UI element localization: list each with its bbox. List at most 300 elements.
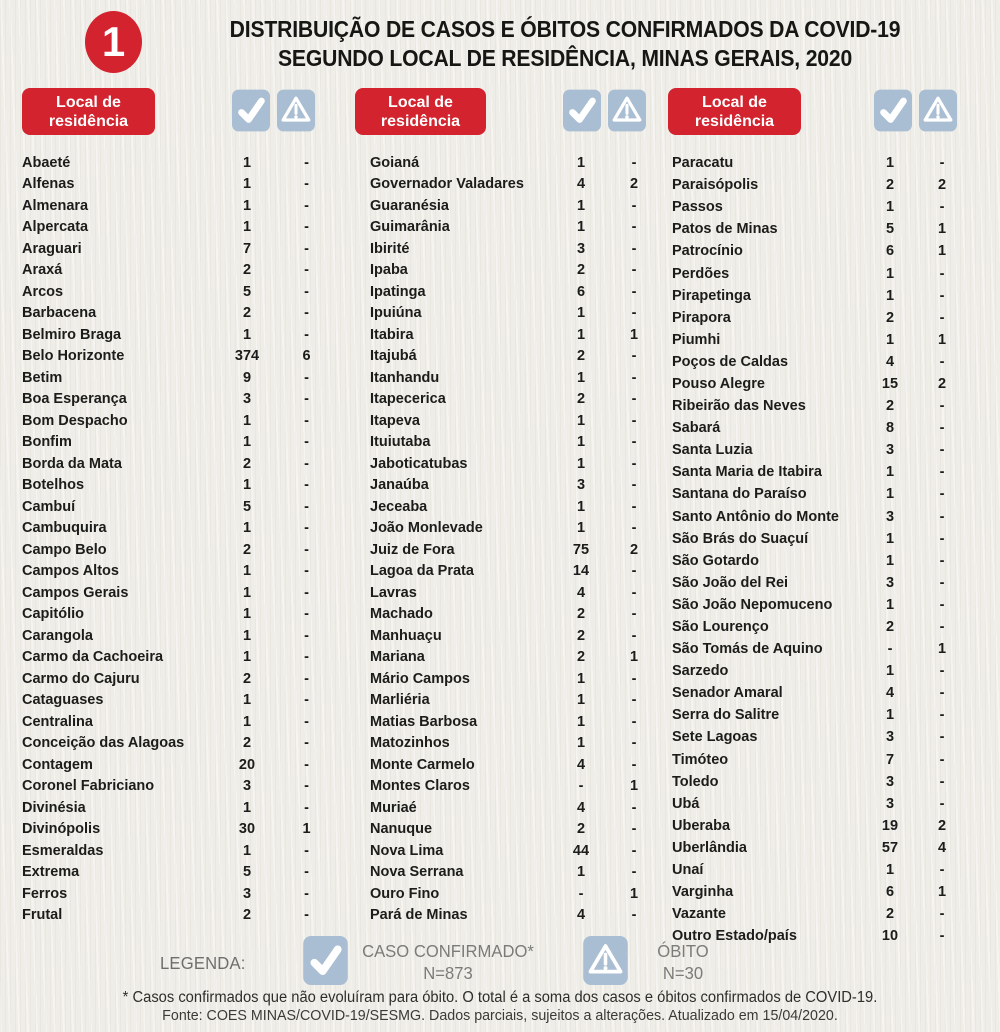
deaths-value: -	[304, 219, 309, 236]
deaths-value: -	[304, 262, 309, 279]
table-row	[672, 329, 962, 351]
city-name: Nova Lima	[370, 842, 444, 859]
deaths-value: 4	[937, 839, 947, 856]
table-row	[22, 668, 334, 690]
deaths-value: -	[304, 670, 309, 687]
deaths-value: -	[939, 265, 945, 282]
city-name: Poços de Caldas	[672, 353, 789, 370]
table-row	[370, 432, 656, 454]
cases-value: 2	[576, 606, 586, 623]
table-row	[672, 439, 962, 461]
deaths-value: -	[939, 155, 945, 172]
table-row	[672, 351, 962, 373]
table-row	[22, 324, 334, 346]
table-row	[22, 367, 334, 389]
deaths-value: -	[631, 369, 637, 386]
deaths-value: -	[304, 735, 309, 752]
cases-value: 2	[242, 305, 252, 322]
cases-value: 75	[572, 541, 590, 558]
table-row	[370, 496, 656, 518]
table-row	[672, 793, 962, 815]
cases-value: 1	[885, 530, 895, 547]
deaths-value: -	[304, 391, 309, 408]
city-name: Machado	[370, 606, 433, 623]
city-name: Abaeté	[22, 154, 71, 171]
table-row	[22, 776, 334, 798]
table-row	[370, 453, 656, 475]
legend-death-label: ÓBITO	[657, 941, 709, 961]
city-name: Capitólio	[22, 606, 85, 623]
death-warning-icon	[277, 89, 315, 132]
cases-value: 1	[885, 155, 895, 172]
cases-value: 7	[885, 751, 895, 768]
table-row	[672, 704, 962, 726]
cases-value: 6	[576, 283, 586, 300]
table-row	[22, 496, 334, 518]
table-row	[672, 837, 962, 859]
city-name: Cambuquira	[22, 520, 107, 537]
deaths-value: -	[304, 885, 309, 902]
city-name: Itabira	[370, 326, 414, 343]
cases-value: 2	[242, 735, 252, 752]
deaths-value: -	[939, 663, 945, 680]
cases-value: 1	[242, 627, 252, 644]
city-name: Ferros	[22, 885, 68, 902]
city-name: Serra do Salitre	[672, 707, 780, 724]
table-row	[672, 682, 962, 704]
deaths-value: 2	[937, 177, 947, 194]
deaths-value: 1	[629, 649, 639, 666]
table-row	[370, 539, 656, 561]
cases-value: 2	[242, 455, 252, 472]
page-number-badge	[85, 11, 142, 73]
cases-value: 1	[885, 464, 895, 481]
city-name: Pirapetinga	[672, 287, 751, 304]
cases-value: -	[578, 778, 584, 795]
city-name: Itapecerica	[370, 391, 446, 408]
table-row	[370, 668, 656, 690]
city-name: Lagoa da Prata	[370, 563, 474, 580]
city-name: Cataguases	[22, 692, 104, 709]
city-name: Passos	[672, 199, 723, 216]
cases-value: 1	[242, 584, 252, 601]
cases-value: 5	[242, 283, 252, 300]
cases-value: 7	[242, 240, 252, 257]
city-name: Boa Esperança	[22, 391, 127, 408]
cases-value: 1	[576, 735, 586, 752]
cases-value: 1	[576, 713, 586, 730]
header-label-line2: residência	[380, 112, 461, 130]
table-row	[370, 281, 656, 303]
table-row	[22, 410, 334, 432]
cases-value: 5	[885, 221, 895, 238]
city-name: Mariana	[370, 649, 425, 666]
city-name: Paracatu	[672, 155, 734, 172]
city-name: Coronel Fabriciano	[22, 778, 155, 795]
cases-value: 1	[885, 331, 895, 348]
cases-value: 1	[576, 498, 586, 515]
cases-value: 2	[576, 627, 586, 644]
table-row	[22, 797, 334, 819]
deaths-value: 1	[302, 821, 311, 838]
cases-value: 3	[242, 778, 252, 795]
deaths-value: -	[939, 928, 945, 945]
deaths-value: -	[304, 154, 309, 171]
page-number: 1	[101, 18, 126, 65]
deaths-value: -	[304, 756, 309, 773]
table-row	[22, 152, 334, 174]
city-name: Pirapora	[672, 309, 731, 326]
cases-value: 2	[885, 906, 895, 923]
city-name: Betim	[22, 369, 63, 386]
deaths-value: -	[939, 442, 945, 459]
city-name: São Lourenço	[672, 619, 769, 636]
cases-value: 10	[881, 928, 899, 945]
city-name: Esmeraldas	[22, 842, 104, 859]
table-row	[370, 582, 656, 604]
deaths-value: -	[631, 627, 637, 644]
title-line-1: DISTRIBUIÇÃO DE CASOS E ÓBITOS CONFIRMADOS DA COVID-19	[229, 16, 901, 42]
deaths-value: -	[304, 907, 309, 924]
table-row	[22, 539, 334, 561]
city-name: Marliéria	[370, 692, 430, 709]
deaths-value: 2	[937, 817, 947, 834]
cases-value: 1	[242, 197, 252, 214]
deaths-value: -	[631, 455, 637, 472]
deaths-value: -	[631, 563, 637, 580]
city-name: Carmo da Cachoeira	[22, 649, 164, 666]
table-row	[370, 152, 656, 174]
cases-value: 30	[238, 821, 256, 838]
cases-value: 4	[576, 176, 586, 193]
city-name: Matozinhos	[370, 735, 450, 752]
deaths-value: -	[939, 707, 945, 724]
city-name: Ipatinga	[370, 283, 426, 300]
cases-value: 5	[242, 498, 252, 515]
deaths-value: -	[631, 864, 637, 881]
city-name: Conceição das Alagoas	[22, 735, 185, 752]
table-row	[370, 883, 656, 905]
city-name: Jeceaba	[370, 498, 428, 515]
table-row	[22, 819, 334, 841]
table-row	[370, 797, 656, 819]
city-name: Santo Antônio do Monte	[672, 508, 839, 525]
city-name: Carmo do Cajuru	[22, 670, 140, 687]
deaths-value: -	[939, 508, 945, 525]
cases-value: 2	[242, 541, 252, 558]
city-name: Nanuque	[370, 821, 433, 838]
cases-value: 1	[885, 199, 895, 216]
cases-value: 9	[242, 369, 252, 386]
city-name: Ipuiúna	[370, 305, 422, 322]
table-row	[370, 840, 656, 862]
table-row	[370, 346, 656, 368]
cases-value: 57	[881, 839, 899, 856]
cases-value: -	[578, 885, 584, 902]
cases-value: 1	[576, 670, 586, 687]
deaths-value: -	[304, 498, 309, 515]
city-name: Carangola	[22, 627, 93, 644]
cases-value: 3	[242, 391, 252, 408]
table-row	[370, 561, 656, 583]
deaths-value: -	[631, 477, 637, 494]
city-name: Santa Maria de Itabira	[672, 464, 822, 481]
deaths-value: -	[631, 799, 637, 816]
confirmed-case-icon	[303, 936, 348, 985]
city-name: Alpercata	[22, 219, 89, 236]
cases-value: 1	[576, 520, 586, 537]
city-name: Piumhi	[672, 331, 721, 348]
city-table-column-3	[672, 152, 962, 947]
deaths-value: -	[939, 398, 945, 415]
cases-value: 6	[885, 243, 895, 260]
cases-value: 1	[576, 326, 586, 343]
city-name: Unaí	[672, 862, 704, 879]
city-name: Divinésia	[22, 799, 86, 816]
cases-value: 2	[242, 670, 252, 687]
cases-value: 2	[576, 821, 586, 838]
table-row	[672, 307, 962, 329]
confirmed-case-icon	[563, 89, 601, 132]
city-name: Bom Despacho	[22, 412, 128, 429]
city-name: Ubá	[672, 795, 700, 812]
cases-value: 1	[242, 176, 252, 193]
city-table-column-2	[370, 152, 656, 926]
deaths-value: -	[631, 584, 637, 601]
cases-value: 4	[576, 756, 586, 773]
cases-value: 1	[242, 520, 252, 537]
city-name: Patos de Minas	[672, 221, 778, 238]
deaths-value: -	[304, 563, 309, 580]
cases-value: 3	[885, 729, 895, 746]
table-row	[22, 840, 334, 862]
deaths-value: -	[304, 176, 309, 193]
deaths-value: -	[304, 412, 309, 429]
deaths-value: -	[939, 486, 945, 503]
table-row	[22, 303, 334, 325]
table-row	[370, 819, 656, 841]
city-name: Campos Gerais	[22, 584, 129, 601]
city-name: Itapeva	[370, 412, 420, 429]
deaths-value: -	[939, 619, 945, 636]
cases-value: 5	[242, 864, 252, 881]
city-name: Lavras	[370, 584, 417, 601]
city-name: Ribeirão das Neves	[672, 398, 806, 415]
table-row	[370, 711, 656, 733]
deaths-value: -	[631, 412, 637, 429]
table-row	[22, 475, 334, 497]
cases-value: 1	[242, 692, 252, 709]
city-name: São João del Rei	[672, 574, 789, 591]
legend-confirmed-total: N=873	[423, 963, 473, 983]
cases-value: 1	[242, 799, 252, 816]
city-name: Guimarânia	[370, 219, 450, 236]
table-row	[672, 859, 962, 881]
table-row	[672, 550, 962, 572]
cases-value: 1	[242, 477, 252, 494]
header-label-line1: Local de	[56, 93, 121, 111]
deaths-value: -	[939, 685, 945, 702]
table-row	[22, 518, 334, 540]
city-name: Ibirité	[370, 240, 410, 257]
city-name: Botelhos	[22, 477, 85, 494]
deaths-value: -	[304, 606, 309, 623]
cases-value: 4	[576, 799, 586, 816]
table-row	[370, 690, 656, 712]
cases-value: 1	[242, 434, 252, 451]
city-name: Nova Serrana	[370, 864, 464, 881]
cases-value: 3	[885, 773, 895, 790]
cases-value: 44	[572, 842, 590, 859]
deaths-value: -	[631, 520, 637, 537]
table-row	[22, 260, 334, 282]
table-row	[370, 389, 656, 411]
death-warning-icon	[919, 89, 957, 132]
table-row	[370, 776, 656, 798]
title-line-2: SEGUNDO LOCAL DE RESIDÊNCIA, MINAS GERAIS, 2020	[277, 45, 853, 71]
city-name: Divinópolis	[22, 821, 101, 838]
city-name: Outro Estado/país	[672, 928, 797, 945]
table-row	[22, 432, 334, 454]
table-row	[672, 749, 962, 771]
city-name: Goianá	[370, 154, 420, 171]
column-header-residence-1	[22, 88, 155, 135]
deaths-value: 1	[937, 641, 947, 658]
city-name: Borda da Mata	[22, 455, 122, 472]
city-name: Perdões	[672, 265, 730, 282]
table-row	[370, 625, 656, 647]
city-name: Sete Lagoas	[672, 729, 758, 746]
city-name: Frutal	[22, 907, 63, 924]
table-row	[22, 238, 334, 260]
cases-value: 1	[576, 197, 586, 214]
deaths-value: -	[939, 773, 945, 790]
deaths-value: -	[939, 199, 945, 216]
cases-value: 1	[242, 649, 252, 666]
table-row	[672, 461, 962, 483]
cases-value: 1	[885, 862, 895, 879]
deaths-value: -	[631, 154, 637, 171]
deaths-value: 1	[629, 885, 639, 902]
cases-value: 1	[242, 563, 252, 580]
deaths-value: -	[631, 821, 637, 838]
cases-value: 3	[885, 795, 895, 812]
source-note: Fonte: COES MINAS/COVID-19/SESMG. Dados parciais, sujeitos a alterações. Atualizado em 15/04/2020.	[162, 1007, 838, 1024]
deaths-value: -	[304, 541, 309, 558]
table-row	[672, 196, 962, 218]
table-row	[370, 604, 656, 626]
deaths-value: -	[304, 197, 309, 214]
deaths-value: -	[631, 434, 637, 451]
deaths-value: -	[304, 799, 309, 816]
table-row	[370, 367, 656, 389]
cases-value: 1	[885, 486, 895, 503]
confirmed-case-icon	[874, 89, 912, 132]
city-table-column-1	[22, 152, 334, 926]
cases-value: 1	[885, 287, 895, 304]
city-name: Guaranésia	[370, 197, 449, 214]
deaths-value: 1	[937, 884, 947, 901]
city-name: Santa Luzia	[672, 442, 753, 459]
city-name: Extrema	[22, 864, 80, 881]
table-row	[370, 518, 656, 540]
table-row	[22, 754, 334, 776]
deaths-value: 1	[937, 221, 947, 238]
city-name: Paraisópolis	[672, 177, 759, 194]
deaths-value: -	[939, 906, 945, 923]
deaths-value: -	[631, 219, 637, 236]
city-name: Senador Amaral	[672, 685, 783, 702]
table-row	[672, 771, 962, 793]
table-row	[22, 561, 334, 583]
confirmed-case-icon	[232, 89, 270, 132]
table-row	[370, 324, 656, 346]
cases-value: 6	[885, 884, 895, 901]
deaths-value: 1	[937, 243, 947, 260]
header-label-line2: residência	[694, 112, 775, 130]
deaths-value: -	[631, 498, 637, 515]
table-row	[672, 152, 962, 174]
deaths-value: -	[939, 287, 945, 304]
cases-value: 2	[242, 262, 252, 279]
table-row	[672, 483, 962, 505]
table-row	[672, 726, 962, 748]
header-label-line1: Local de	[388, 93, 453, 111]
city-name: Centralina	[22, 713, 93, 730]
deaths-value: -	[939, 552, 945, 569]
header-label-line2: residência	[48, 112, 129, 130]
city-name: Monte Carmelo	[370, 756, 475, 773]
city-name: Ituiutaba	[370, 434, 431, 451]
table-row	[672, 285, 962, 307]
table-row	[22, 453, 334, 475]
table-row	[672, 881, 962, 903]
city-name: Manhuaçu	[370, 627, 442, 644]
deaths-value: -	[939, 729, 945, 746]
deaths-value: 1	[629, 778, 639, 795]
column-header-residence-2	[355, 88, 486, 135]
table-row	[370, 862, 656, 884]
city-name: Santana do Paraíso	[672, 486, 807, 503]
table-row	[22, 647, 334, 669]
cases-value: 1	[885, 663, 895, 680]
deaths-value: -	[304, 326, 309, 343]
table-row	[22, 604, 334, 626]
cases-value: 20	[238, 756, 256, 773]
table-row	[672, 506, 962, 528]
deaths-value: -	[939, 751, 945, 768]
deaths-value: -	[304, 692, 309, 709]
legend-confirmed	[355, 940, 541, 984]
cases-value: 1	[576, 864, 586, 881]
death-warning-icon	[608, 89, 646, 132]
city-name: Uberlândia	[672, 839, 747, 856]
cases-value: 1	[885, 265, 895, 282]
cases-value: 2	[576, 649, 586, 666]
city-name: Sarzedo	[672, 663, 729, 680]
deaths-value: -	[939, 862, 945, 879]
table-row	[22, 733, 334, 755]
table-row	[22, 389, 334, 411]
table-row	[22, 281, 334, 303]
city-name: Muriaé	[370, 799, 417, 816]
city-name: Toledo	[672, 773, 719, 790]
cases-value: 2	[885, 619, 895, 636]
city-name: Araguari	[22, 240, 82, 257]
city-name: Governador Valadares	[370, 176, 524, 193]
cases-value: 1	[242, 154, 252, 171]
cases-value: 1	[242, 412, 252, 429]
